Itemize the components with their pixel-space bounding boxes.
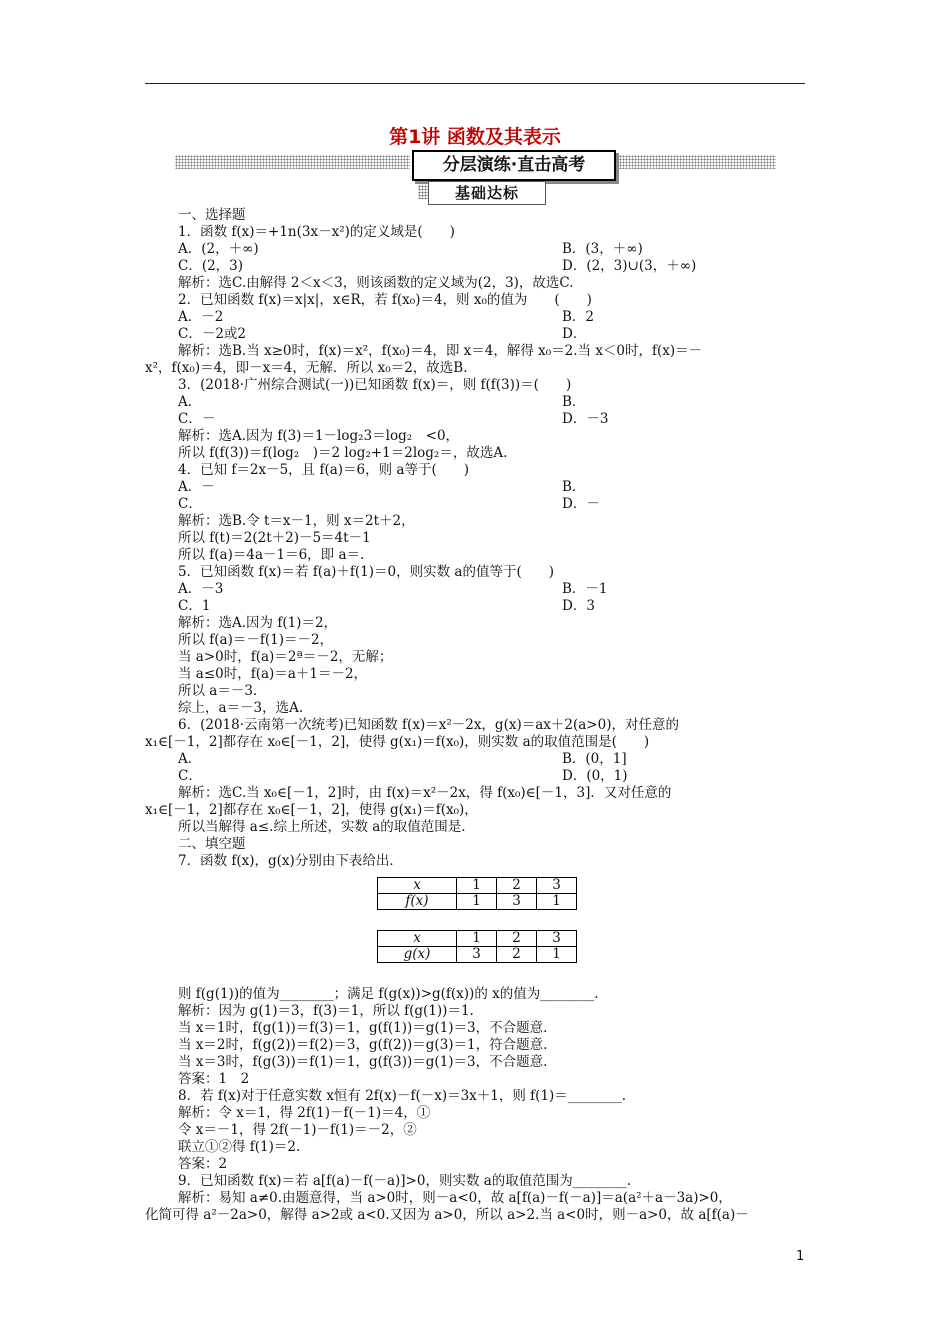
section-banner: 分层演练·直击高考: [412, 150, 616, 181]
text-line: 所以当解得 a≤.综上所述，实数 a的取值范围是.: [178, 819, 466, 835]
table-cell: 3: [497, 894, 537, 910]
text-line: 5．已知函数 f(x)＝若 f(a)＋f(1)＝0，则实数 a的值等于( ): [178, 564, 554, 580]
text-line: x²，f(x₀)＝4，即－x＝4，无解．所以 x₀＝2，故选B.: [145, 360, 468, 376]
text-line: 9．已知函数 f(x)＝若 a[f(a)－f(－a)]>0，则实数 a的取值范围为________.: [178, 1173, 632, 1189]
text-line: D．(2，3)∪(3，＋∞): [562, 258, 697, 274]
text-line: A．(2，＋∞): [178, 241, 259, 257]
text-line: 2．已知函数 f(x)＝x|x|，x∈R，若 f(x₀)＝4，则 x₀的值为 ( ): [178, 292, 592, 308]
text-line: 所以 f(t)＝2(2t＋2)－5＝4t－1: [178, 530, 371, 546]
text-line: B．(0，1]: [562, 751, 627, 767]
text-line: 解析：因为 g(1)＝3，f(3)＝1，所以 f(g(1))＝1.: [178, 1003, 474, 1019]
text-line: A．－: [178, 479, 215, 495]
table-cell: 1: [537, 894, 577, 910]
text-line: C．: [178, 496, 202, 512]
text-line: B．: [562, 479, 586, 495]
table-cell: 1: [537, 947, 577, 963]
table-cell: g(x): [378, 947, 457, 963]
text-line: B．2: [562, 309, 595, 325]
table-row: [378, 947, 577, 963]
table-cell: 1: [457, 894, 497, 910]
text-line: 则 f(g(1))的值为________；满足 f(g(x))>g(f(x))的 x的值为________.: [178, 986, 599, 1002]
table-cell: 1: [457, 931, 497, 947]
text-line: 8．若 f(x)对于任意实数 x恒有 2f(x)－f(－x)＝3x＋1，则 f(1)＝________.: [178, 1088, 627, 1104]
text-line: 解析：选C.由解得 2＜x＜3，则该函数的定义域为(2，3)，故选C.: [178, 275, 574, 291]
table-f: [377, 877, 577, 910]
text-line: A．－2: [178, 309, 224, 325]
text-line: x₁∈[－1，2]都存在 x₀∈[－1，2]，使得 g(x₁)＝f(x₀)，则实数 a的取值范围是( ): [145, 734, 650, 750]
text-line: 解析：选C.当 x₀∈[－1，2]时，由 f(x)＝x²－2x，得 f(x₀)∈[－1，3]．又对任意的: [178, 785, 672, 801]
table-row: [378, 894, 577, 910]
text-line: 4．已知 f＝2x－5，且 f(a)＝6，则 a等于( ): [178, 462, 470, 478]
text-line: 所以 a＝－3.: [178, 683, 258, 699]
text-line: 答案：2: [178, 1156, 228, 1172]
text-line: 解析：易知 a≠0.由题意得，当 a>0时，则－a<0，故 a[f(a)－f(－a)]＝a(a²＋a－3a)>0，: [178, 1190, 732, 1206]
text-line: C．(2，3): [178, 258, 244, 274]
text-line: 令 x＝－1，得 2f(－1)－f(1)＝－2，②: [178, 1122, 417, 1138]
text-line: 解析：选B.当 x≥0时，f(x)＝x²，f(x₀)＝4，即 x＝4，解得 x₀＝2.当 x＜0时，f(x)＝－: [178, 343, 703, 359]
text-line: 当 a≤0时，f(a)＝a＋1＝－2，: [178, 666, 368, 682]
subbanner: 基础达标: [428, 181, 546, 205]
header-rule: [145, 83, 805, 84]
text-line: 解析：选A.因为 f(1)＝2，: [178, 615, 338, 631]
table-cell: 3: [537, 878, 577, 894]
text-line: 当 a>0时，f(a)＝2ª＝－2，无解；: [178, 649, 393, 665]
banner-dots-left: [175, 155, 410, 169]
page-number: 1: [796, 1249, 805, 1264]
text-line: A．: [178, 394, 202, 410]
text-line: C．1: [178, 598, 211, 614]
text-line: 1．函数 f(x)＝+1n(3x－x²)的定义域是( ): [178, 224, 455, 240]
text-line: C．: [178, 768, 202, 784]
table-cell: x: [378, 931, 457, 947]
text-line: C．－2或2: [178, 326, 247, 342]
text-line: D．: [562, 326, 587, 342]
table-row: [378, 878, 577, 894]
text-line: 当 x＝1时，f(g(1))＝f(3)＝1，g(f(1))＝g(1)＝3，不合题意.: [178, 1020, 548, 1036]
text-line: D．3: [562, 598, 595, 614]
table-cell: 3: [457, 947, 497, 963]
text-line: 综上，a＝－3，选A.: [178, 700, 304, 716]
page-title: 第1讲 函数及其表示: [389, 126, 561, 148]
text-line: 解析：令 x＝1，得 2f(1)－f(－1)＝4，①: [178, 1105, 431, 1121]
table-row: [378, 931, 577, 947]
table-cell: 2: [497, 947, 537, 963]
text-line: B．: [562, 394, 586, 410]
table-cell: 3: [537, 931, 577, 947]
text-line: 3．(2018·广州综合测试(一))已知函数 f(x)＝，则 f(f(3))＝( ): [178, 377, 572, 393]
table-cell: 2: [497, 931, 537, 947]
subbanner-dots: [418, 185, 428, 199]
table-g: [377, 930, 577, 963]
text-line: D．－3: [562, 411, 609, 427]
text-line: C．－: [178, 411, 216, 427]
text-line: A．－3: [178, 581, 224, 597]
text-line: B．(3，＋∞): [562, 241, 643, 257]
text-line: x₁∈[－1，2]都存在 x₀∈[－1，2]，使得 g(x₁)＝f(x₀)，: [145, 802, 478, 818]
text-line: A．: [178, 751, 202, 767]
banner-dots-right: [616, 155, 776, 169]
table-cell: f(x): [378, 894, 457, 910]
table-cell: x: [378, 878, 457, 894]
table-cell: 1: [457, 878, 497, 894]
text-line: D．(0，1): [562, 768, 628, 784]
text-line: 二、填空题: [178, 836, 246, 852]
text-line: 解析：选B.令 t＝x－1，则 x＝2t＋2，: [178, 513, 415, 529]
text-line: 6．(2018·云南第一次统考)已知函数 f(x)＝x²－2x，g(x)＝ax＋2(a>0)，对任意的: [178, 717, 679, 733]
text-line: 所以 f(f(3))＝f(log₂ )＝2 log₂+1＝2log₂＝，故选A.: [178, 445, 508, 461]
text-line: 联立①②得 f(1)＝2.: [178, 1139, 301, 1155]
text-line: 答案：1 2: [178, 1071, 250, 1087]
text-line: 所以 f(a)＝4a－1＝6，即 a＝.: [178, 547, 365, 563]
text-line: D．－: [562, 496, 600, 512]
text-line: 一、选择题: [178, 207, 246, 223]
text-line: 化简可得 a²－2a>0，解得 a>2或 a<0.又因为 a>0，所以 a>2.当 a<0时，则－a>0，故 a[f(a)－: [145, 1207, 749, 1223]
text-line: B．－1: [562, 581, 608, 597]
text-line: 当 x＝3时，f(g(3))＝f(1)＝1，g(f(3))＝g(1)＝3，不合题意.: [178, 1054, 548, 1070]
table-cell: 2: [497, 878, 537, 894]
text-line: 7．函数 f(x)，g(x)分别由下表给出．: [178, 853, 403, 869]
text-line: 所以 f(a)＝－f(1)＝－2，: [178, 632, 334, 648]
text-line: 解析：选A.因为 f(3)＝1－log₂3＝log₂ <0，: [178, 428, 460, 444]
text-line: 当 x＝2时，f(g(2))＝f(2)＝3，g(f(2))＝g(3)＝1，符合题意.: [178, 1037, 548, 1053]
